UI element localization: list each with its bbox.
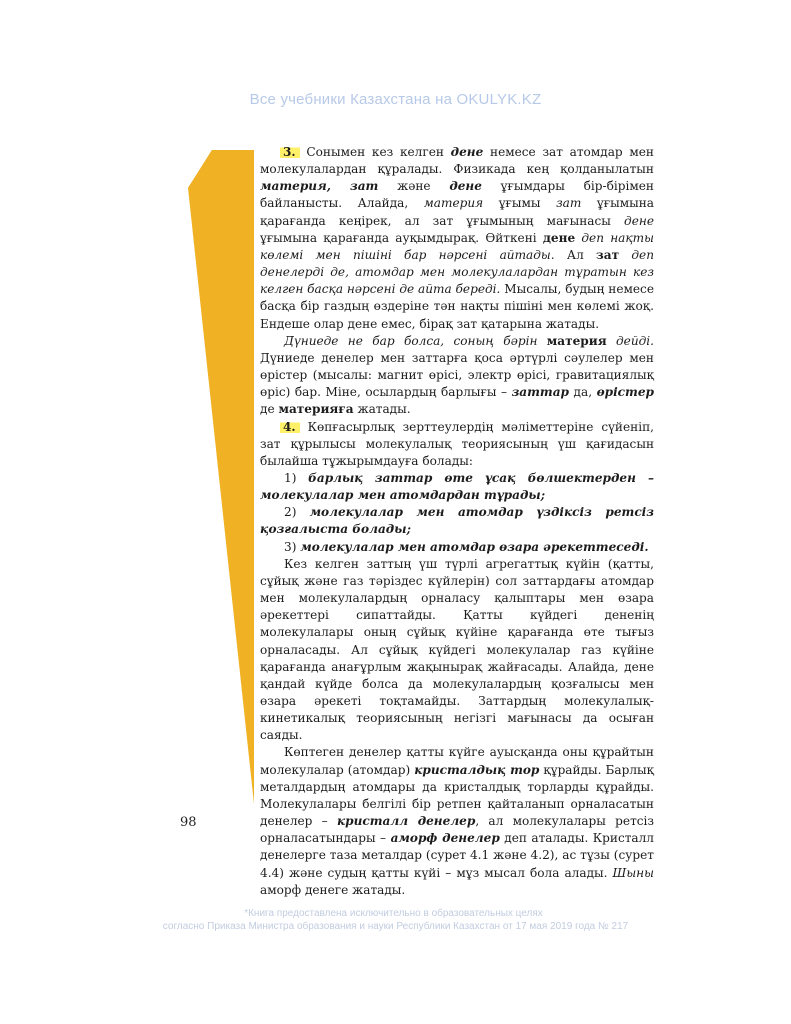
text-run: 1) <box>284 470 309 485</box>
text-run: Көпғасырлық зерттеулердің мәліметтеріне сүйеніп, зат құрылысы молекулалық теориясының үш қағидасын былайша тұжырымдауға болады: <box>260 419 654 468</box>
text-run: ұғымы <box>483 196 557 211</box>
text-run: немесе зат атомдар мен молекулалардан құралады. Физикада кең қолданылатын <box>260 145 654 177</box>
text-run: Ал <box>554 247 597 262</box>
paragraph <box>260 504 654 538</box>
paragraph <box>260 333 654 419</box>
paragraph <box>260 556 654 745</box>
key-term: барлық заттар өте ұсақ бөлшектерден – молекулалар мен атомдардан тұрады; <box>260 470 654 503</box>
ribbon-front <box>188 150 254 804</box>
key-term: кристалл денелер <box>336 814 476 829</box>
key-term: дене <box>450 145 484 159</box>
text-run: , ал молекулалары ретсіз орналасатындары – <box>260 814 654 846</box>
bold-term: зат <box>596 247 620 262</box>
paragraph <box>260 744 654 898</box>
italic-text: Шыны <box>612 865 654 880</box>
text-run: 3) <box>284 539 301 554</box>
page-number: 98 <box>180 815 197 830</box>
key-term: заттар <box>511 385 570 400</box>
bold-term: дене <box>542 230 576 245</box>
footer-note-line-1: *Книга предоставлена исключительно в образовательных целях <box>244 908 543 919</box>
site-watermark: Все учебники Казахстана на OKULYK.KZ <box>249 91 542 108</box>
paragraph-number-marker: 4. <box>280 420 300 434</box>
text-run: және <box>378 179 450 194</box>
text-run: Кез келген заттың үш түрлі агрегаттық күйін (қатты, сұйық және газ тәріздес күйлерін) сол заттардағы атомдар мен молекулалардың орналасу қалыптары мен өзара әрекеттері сипаттайды. Қатты күйдегі дененің молекулалары оның сұйық күйіне қарағанда өте тығыз орналасады. Ал сұйық күйдегі молекулалар газ күйіне қарағанда анағұрлым жақынырақ жайғасады. Алайда, дене қандай күйде болса да молекулалардың қозғалысы мен өзара әрекеті тоқтамайды. Заттардың молекулалық-кинетикалық теориясының негізгі мағынасы да осыған саяды. <box>260 556 654 743</box>
italic-text: зат <box>556 196 582 211</box>
text-run: Көптеген денелер қатты күйге ауысқанда оны құрайтын молекулалар (атомдар) <box>260 745 654 777</box>
paragraph <box>260 470 654 504</box>
italic-text: дене <box>624 213 654 228</box>
text-run: аморф денеге жатады. <box>260 882 406 897</box>
text-run: құрайды. Барлық металдардың атомдары да кристалдық торларды құрайды. Молекулалары белгілі бір ретпен қайталанып орналасатын денелер – <box>260 762 654 829</box>
text-run: ұғымдары бір-бірімен байланысты. Алайда, <box>260 179 654 211</box>
paragraph <box>260 539 654 556</box>
paragraph <box>260 144 654 333</box>
paragraph <box>260 419 654 470</box>
italic-text: материя <box>423 196 484 211</box>
key-term: кристалдық тор <box>414 762 540 777</box>
italic-text: деп нақты көлемі мен пішіні бар нәрсені айтады. <box>260 230 654 262</box>
text-run: Дүниеде денелер мен заттарға қоса әртүрлі сәулелер мен өрістер (мысалы: магнит өрісі, электр өрісі, гравитациялық өріс) бар. Міне, осылардың барлығы – <box>260 350 654 400</box>
body-text <box>260 144 654 899</box>
bold-term: материя <box>546 333 607 348</box>
italic-text: дейді. <box>606 333 655 348</box>
italic-text: деп денелерді де, атомдар мен молекулалардан тұратын кез келген басқа нәрсені де айта береді. <box>260 247 654 297</box>
key-term: дене <box>449 179 482 194</box>
text-run: да, <box>569 385 597 400</box>
italic-text: Дүниеде не бар болса, соның бәрін <box>284 333 547 348</box>
text-run: Мысалы, будың немесе басқа бір газдың өздеріне тән нақты пішіні мен көлемі жоқ. Ендеше олар дене емес, бірақ зат қатарына жатады. <box>260 282 654 331</box>
key-term: өрістер <box>596 385 654 400</box>
key-term: молекулалар мен атомдар үздіксіз ретсіз қозғалыста болады; <box>260 505 654 537</box>
text-run: деп аталады. Кристалл денелерге таза металдар (сурет 4.1 және 4.2), ас тұзы (сурет 4.4) және судың қатты күйі – мұз мысал бола алады. <box>260 831 654 880</box>
paragraph-number-marker: 3. <box>280 145 300 159</box>
text-run: ұғымына қарағанда ауқымдырақ. Өйткені <box>260 230 543 245</box>
text-run: 2) <box>284 505 310 520</box>
text-run: ұғымына қарағанда кеңірек, ал зат ұғымының мағынасы <box>260 196 654 228</box>
ribbon-fold <box>188 150 212 266</box>
bold-term: материяға <box>278 402 354 417</box>
text-run: де <box>260 402 279 417</box>
text-run: жатады. <box>353 402 411 417</box>
key-term: молекулалар мен атомдар өзара әрекеттеседі. <box>300 539 649 554</box>
footer-note-line-2: согласно Приказа Министра образования и науки Республики Казахстан от 17 мая 2019 года № 217 <box>162 921 629 932</box>
key-term: материя, зат <box>260 179 379 194</box>
key-term: аморф денелер <box>390 831 500 846</box>
text-run: Сонымен кез келген <box>299 145 451 159</box>
